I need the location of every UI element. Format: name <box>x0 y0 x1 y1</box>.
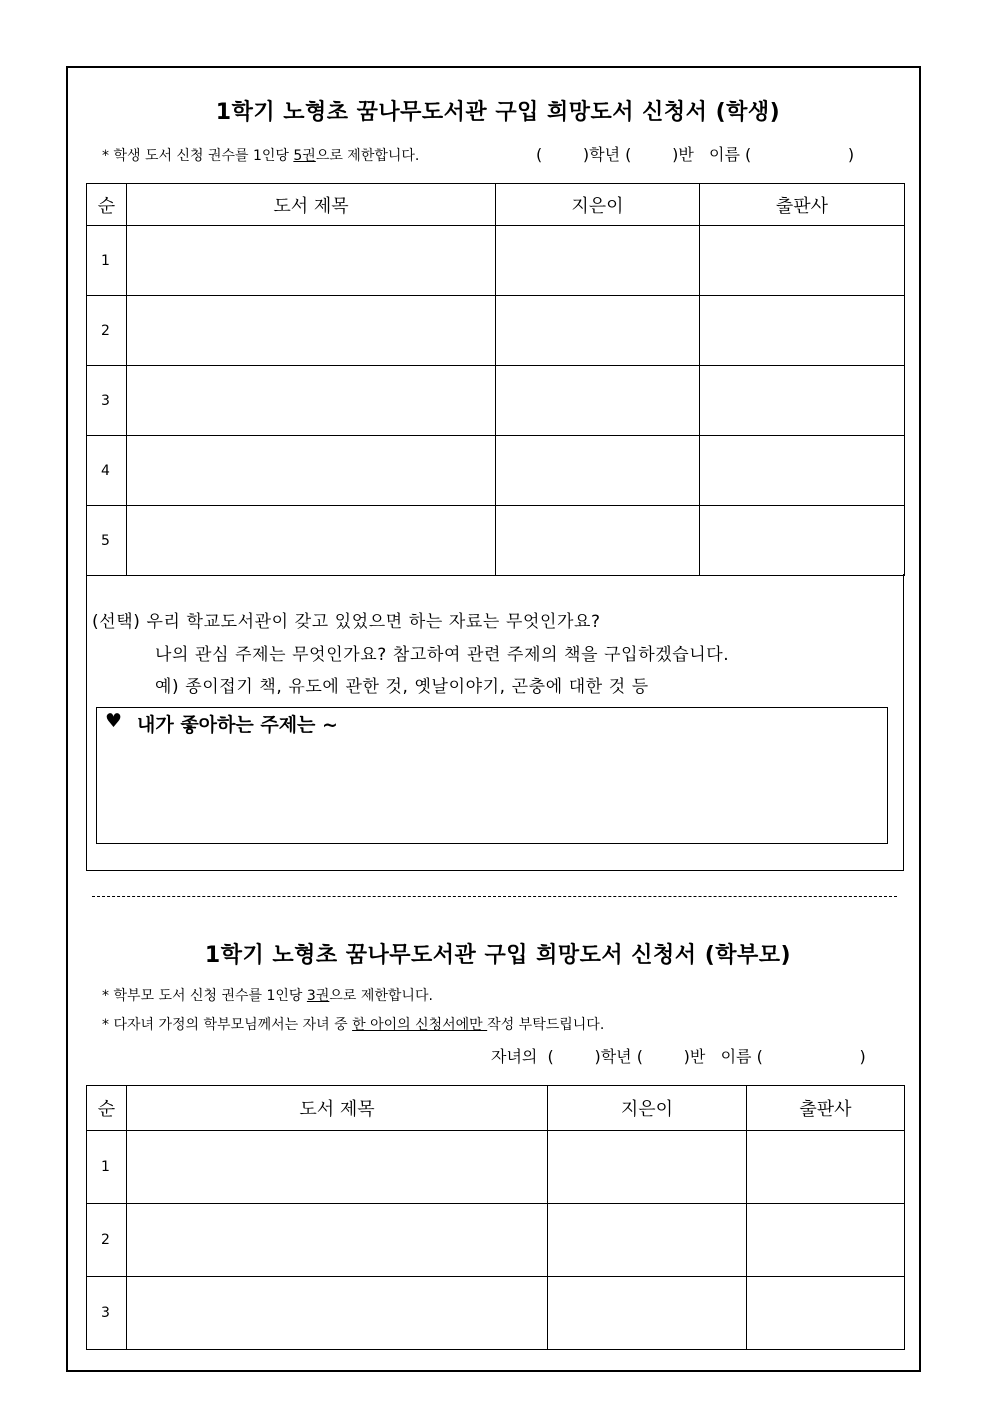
optional-explanation: 나의 관심 주제는 무엇인가요? 참고하여 관련 주제의 책을 구입하겠습니다. <box>155 645 730 665</box>
row-number: 3 <box>87 366 127 436</box>
author-cell[interactable] <box>496 436 700 506</box>
row-number: 1 <box>87 1131 127 1204</box>
book-title-cell[interactable] <box>127 436 496 506</box>
book-title-cell[interactable] <box>127 506 496 576</box>
table-row <box>87 1204 905 1277</box>
author-cell[interactable] <box>548 1204 747 1277</box>
publisher-cell[interactable] <box>700 366 905 436</box>
table-row <box>87 506 905 576</box>
row-number: 2 <box>87 296 127 366</box>
publisher-cell[interactable] <box>700 436 905 506</box>
author-cell[interactable] <box>496 366 700 436</box>
header-author: 지은이 <box>548 1086 747 1131</box>
row-number: 3 <box>87 1277 127 1350</box>
parent-ident-fields[interactable]: 자녀의 ( )학년 ( )반 이름 ( ) <box>491 1047 866 1066</box>
header-publisher: 출판사 <box>700 184 905 226</box>
row-number: 4 <box>87 436 127 506</box>
author-cell[interactable] <box>496 296 700 366</box>
optional-example: 예) 종이접기 책, 유도에 관한 것, 옛날이야기, 곤충에 대한 것 등 <box>155 677 649 697</box>
parent-limit-note: * 학부모 도서 신청 권수를 1인당 3권으로 제한합니다. <box>102 988 433 1004</box>
parent-book-table <box>86 1085 905 1350</box>
header-title: 도서 제목 <box>127 184 496 226</box>
table-row <box>87 1131 905 1204</box>
student-book-table <box>86 183 905 576</box>
row-number: 1 <box>87 226 127 296</box>
publisher-cell[interactable] <box>747 1277 905 1350</box>
book-title-cell[interactable] <box>127 1131 548 1204</box>
header-title: 도서 제목 <box>127 1086 548 1131</box>
publisher-cell[interactable] <box>700 506 905 576</box>
heart-icon: ♥ <box>105 710 123 732</box>
publisher-cell[interactable] <box>747 1131 905 1204</box>
book-title-cell[interactable] <box>127 226 496 296</box>
table-row <box>87 226 905 296</box>
favorite-topic-box[interactable] <box>96 707 888 844</box>
publisher-cell[interactable] <box>747 1204 905 1277</box>
author-cell[interactable] <box>496 506 700 576</box>
book-title-cell[interactable] <box>127 366 496 436</box>
book-title-cell[interactable] <box>127 1204 548 1277</box>
author-cell[interactable] <box>496 226 700 296</box>
table-header-row <box>87 1086 905 1131</box>
header-num: 순 <box>87 1086 127 1131</box>
table-row <box>87 366 905 436</box>
header-author: 지은이 <box>496 184 700 226</box>
publisher-cell[interactable] <box>700 296 905 366</box>
row-number: 5 <box>87 506 127 576</box>
book-title-cell[interactable] <box>127 1277 548 1350</box>
student-limit-note: * 학생 도서 신청 권수를 1인당 5권으로 제한합니다. <box>102 148 420 164</box>
optional-question: (선택) 우리 학교도서관이 갖고 있었으면 하는 자료는 무엇인가요? <box>92 612 601 632</box>
header-num: 순 <box>87 184 127 226</box>
author-cell[interactable] <box>548 1131 747 1204</box>
student-form-title: 1학기 노형초 꿈나무도서관 구입 희망도서 신청서 (학생) <box>215 100 781 125</box>
author-cell[interactable] <box>548 1277 747 1350</box>
student-ident-fields[interactable]: ( )학년 ( )반 이름 ( ) <box>536 145 855 164</box>
book-title-cell[interactable] <box>127 296 496 366</box>
table-row <box>87 1277 905 1350</box>
parent-multichild-note: * 다자녀 가정의 학부모님께서는 자녀 중 한 아이의 신청서에만 작성 부탁드립니다. <box>102 1017 605 1033</box>
table-row <box>87 436 905 506</box>
publisher-cell[interactable] <box>700 226 905 296</box>
favorite-topic-label: 내가 좋아하는 주제는 ~ <box>137 714 338 736</box>
table-row <box>87 296 905 366</box>
row-number: 2 <box>87 1204 127 1277</box>
cut-line <box>92 896 897 897</box>
header-publisher: 출판사 <box>747 1086 905 1131</box>
table-header-row <box>87 184 905 226</box>
parent-form-title: 1학기 노형초 꿈나무도서관 구입 희망도서 신청서 (학부모) <box>204 943 792 968</box>
